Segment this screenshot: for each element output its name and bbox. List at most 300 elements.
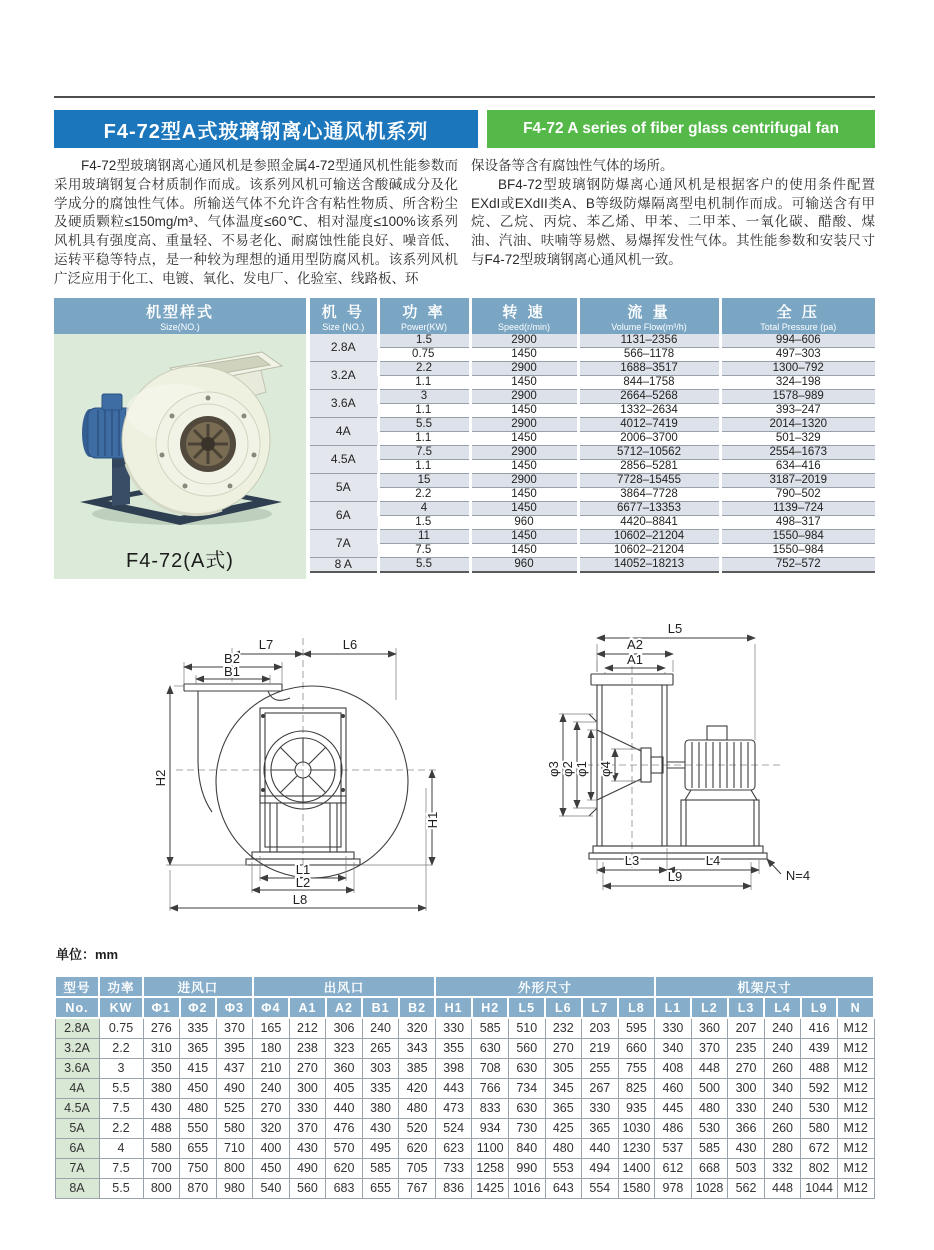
- dim-cell: 1580: [618, 1178, 655, 1198]
- dim-cell: 276: [143, 1018, 180, 1038]
- dim-cell: 553: [545, 1158, 582, 1178]
- dim-cell: 300: [728, 1078, 765, 1098]
- spec-cell: 1450: [470, 544, 578, 558]
- dim-row: [55, 1098, 874, 1118]
- dim-label-L5: L5: [667, 621, 683, 636]
- dim-cell: 345: [545, 1078, 582, 1098]
- dim-cell: 672: [801, 1138, 838, 1158]
- dim-cell: 300: [289, 1078, 326, 1098]
- dim-cell: 340: [655, 1038, 692, 1058]
- dim-group-header: 功率: [99, 976, 143, 997]
- dim-cell: 180: [253, 1038, 290, 1058]
- dim-cell: 935: [618, 1098, 655, 1118]
- spec-cell: 11: [378, 530, 470, 544]
- intro-text: [54, 157, 875, 289]
- dim-cell: 335: [180, 1018, 217, 1038]
- spec-cell: 15: [378, 474, 470, 488]
- dim-cell: M12: [837, 1078, 874, 1098]
- dim-cell: 400: [253, 1138, 290, 1158]
- spec-cell: 3: [378, 390, 470, 404]
- dim-cell: 840: [508, 1138, 545, 1158]
- dim-cell: 630: [472, 1038, 509, 1058]
- dim-cell: 4: [99, 1138, 143, 1158]
- dim-cell: 350: [143, 1058, 180, 1078]
- dim-sub-header: L4: [764, 997, 801, 1018]
- photo-header-cn: 机型样式: [145, 304, 214, 321]
- dim-cell: 488: [801, 1058, 838, 1078]
- dim-sub-header: L6: [545, 997, 582, 1018]
- dim-cell: 585: [362, 1158, 399, 1178]
- dim-cell: 585: [472, 1018, 509, 1038]
- page-title-en: F4-72 A series of fiber glass centrifugal fan: [487, 110, 875, 148]
- dim-row: [55, 1138, 874, 1158]
- dim-cell: 580: [216, 1118, 253, 1138]
- spec-cell: 6677–13353: [578, 502, 720, 516]
- dimension-drawing-side: [140, 620, 480, 920]
- dim-cell: 330: [582, 1098, 619, 1118]
- dim-group-row: [55, 976, 874, 997]
- spec-cell: 752–572: [720, 558, 875, 573]
- spec-row: [310, 488, 875, 502]
- spec-cell: 1450: [470, 432, 578, 446]
- dim-cell: 165: [253, 1018, 290, 1038]
- col-header-speed: 转 速 Speed(r/min): [470, 298, 578, 334]
- spec-cell: 634–416: [720, 460, 875, 474]
- dim-cell: 734: [508, 1078, 545, 1098]
- spec-cell: 2856–5281: [578, 460, 720, 474]
- dim-cell: 440: [326, 1098, 363, 1118]
- spec-cell: 1131–2356: [578, 334, 720, 348]
- dim-cell: 700: [143, 1158, 180, 1178]
- dim-sub-header: L9: [801, 997, 838, 1018]
- dim-cell: 360: [326, 1058, 363, 1078]
- dim-cell: 683: [326, 1178, 363, 1198]
- spec-size-cell: 4.5A: [310, 446, 378, 474]
- dim-row: [55, 1158, 874, 1178]
- dim-group-header: 型号: [55, 976, 99, 997]
- dim-cell: 260: [764, 1058, 801, 1078]
- spec-size-cell: 6A: [310, 502, 378, 530]
- dim-cell: 710: [216, 1138, 253, 1158]
- dim-cell: 395: [216, 1038, 253, 1058]
- title-row: [54, 110, 875, 148]
- dim-cell: 525: [216, 1098, 253, 1118]
- spec-cell: 501–329: [720, 432, 875, 446]
- dim-cell: 488: [143, 1118, 180, 1138]
- spec-size-cell: 2.8A: [310, 334, 378, 362]
- dim-cell: 1028: [691, 1178, 728, 1198]
- dim-cell: M12: [837, 1018, 874, 1038]
- dim-cell: 0.75: [99, 1018, 143, 1038]
- dim-sub-header: Φ3: [216, 997, 253, 1018]
- dim-cell: 398: [435, 1058, 472, 1078]
- dim-cell: 320: [253, 1118, 290, 1138]
- dim-cell: 800: [143, 1178, 180, 1198]
- dim-cell: 660: [618, 1038, 655, 1058]
- dim-cell: 510: [508, 1018, 545, 1038]
- model-photo-panel: [54, 298, 306, 579]
- dim-cell: 335: [362, 1078, 399, 1098]
- dim-cell: 207: [728, 1018, 765, 1038]
- spec-cell: 1.1: [378, 432, 470, 446]
- spec-cell: 0.75: [378, 348, 470, 362]
- spec-row: [310, 376, 875, 390]
- spec-cell: 960: [470, 516, 578, 530]
- dim-cell: 1258: [472, 1158, 509, 1178]
- dim-cell: 267: [582, 1078, 619, 1098]
- dim-cell: 330: [435, 1018, 472, 1038]
- dim-cell: 270: [728, 1058, 765, 1078]
- dim-cell: 270: [289, 1058, 326, 1078]
- photo-header-en: Size(NO.): [160, 322, 200, 332]
- dim-cell: 476: [326, 1118, 363, 1138]
- dim-cell: 240: [764, 1098, 801, 1118]
- dim-cell: 668: [691, 1158, 728, 1178]
- dim-cell: 440: [582, 1138, 619, 1158]
- dim-cell: 365: [582, 1118, 619, 1138]
- spec-row: [310, 558, 875, 573]
- spec-size-cell: 7A: [310, 530, 378, 558]
- dim-cell: 437: [216, 1058, 253, 1078]
- dim-cell: 1425: [472, 1178, 509, 1198]
- dim-cell: 280: [764, 1138, 801, 1158]
- units-note: 单位：mm: [56, 947, 119, 962]
- spec-cell: 960: [470, 558, 578, 573]
- dim-sub-header: A1: [289, 997, 326, 1018]
- dim-cell: 219: [582, 1038, 619, 1058]
- dim-model-cell: 4.5A: [55, 1098, 99, 1118]
- dim-cell: 767: [399, 1178, 436, 1198]
- dim-label-L8: L8: [292, 892, 308, 907]
- dim-cell: 355: [435, 1038, 472, 1058]
- dim-group-header: 进风口: [143, 976, 253, 997]
- dim-sub-header: L5: [508, 997, 545, 1018]
- dim-cell: 750: [180, 1158, 217, 1178]
- dim-sub-header: H2: [472, 997, 509, 1018]
- dim-group-header: 外形尺寸: [435, 976, 654, 997]
- dim-cell: 240: [362, 1018, 399, 1038]
- dim-cell: 305: [545, 1058, 582, 1078]
- spec-cell: 1.1: [378, 404, 470, 418]
- spec-cell: 497–303: [720, 348, 875, 362]
- dim-cell: M12: [837, 1138, 874, 1158]
- dim-label-L6: L6: [342, 637, 358, 652]
- dim-model-cell: 7A: [55, 1158, 99, 1178]
- spec-cell: 10602–21204: [578, 530, 720, 544]
- dim-cell: 730: [508, 1118, 545, 1138]
- dim-cell: 825: [618, 1078, 655, 1098]
- dim-cell: 623: [435, 1138, 472, 1158]
- spec-cell: 2664–5268: [578, 390, 720, 404]
- spec-row: [310, 432, 875, 446]
- spec-cell: 2900: [470, 390, 578, 404]
- dim-cell: 380: [143, 1078, 180, 1098]
- spec-size-cell: 3.6A: [310, 390, 378, 418]
- dim-cell: 708: [472, 1058, 509, 1078]
- dim-label-H2: H2: [153, 769, 168, 787]
- spec-row: [310, 404, 875, 418]
- dim-cell: 990: [508, 1158, 545, 1178]
- dim-cell: 473: [435, 1098, 472, 1118]
- dim-model-cell: 3.2A: [55, 1038, 99, 1058]
- dim-cell: 550: [180, 1118, 217, 1138]
- dim-cell: 240: [253, 1078, 290, 1098]
- dim-row: [55, 1118, 874, 1138]
- spec-cell: 1450: [470, 348, 578, 362]
- dim-cell: 580: [801, 1118, 838, 1138]
- dim-sub-header: L1: [655, 997, 692, 1018]
- dim-cell: 450: [253, 1158, 290, 1178]
- dim-cell: 460: [655, 1078, 692, 1098]
- dim-label-B2: B2: [224, 651, 240, 666]
- dim-cell: 870: [180, 1178, 217, 1198]
- dim-sub-header: L2: [691, 997, 728, 1018]
- dim-cell: 255: [582, 1058, 619, 1078]
- spec-row: [310, 530, 875, 544]
- dim-cell: 554: [582, 1178, 619, 1198]
- dim-label-L2: L2: [295, 875, 311, 890]
- dim-cell: 655: [180, 1138, 217, 1158]
- dim-cell: 425: [545, 1118, 582, 1138]
- dim-group-header: 出风口: [253, 976, 436, 997]
- spec-cell: 2.2: [378, 362, 470, 376]
- dim-row: [55, 1038, 874, 1058]
- performance-table-header: [310, 298, 875, 334]
- spec-row: [310, 446, 875, 460]
- dim-cell: 5.5: [99, 1178, 143, 1198]
- spec-table-body: [310, 334, 875, 572]
- dim-cell: 537: [655, 1138, 692, 1158]
- dim-sub-header: N: [837, 997, 874, 1018]
- dim-cell: 486: [655, 1118, 692, 1138]
- dim-cell: 978: [655, 1178, 692, 1198]
- dim-label-A1: A1: [627, 652, 643, 667]
- dim-label-B1: B1: [224, 664, 240, 679]
- dim-cell: 320: [399, 1018, 436, 1038]
- spec-row: [310, 544, 875, 558]
- dim-cell: 7.5: [99, 1098, 143, 1118]
- dim-sub-header: Φ4: [253, 997, 290, 1018]
- spec-size-cell: 8 A: [310, 558, 378, 573]
- dim-cell: 7.5: [99, 1158, 143, 1178]
- dim-cell: 580: [143, 1138, 180, 1158]
- dim-cell: M12: [837, 1058, 874, 1078]
- dim-model-cell: 3.6A: [55, 1058, 99, 1078]
- spec-cell: 1.5: [378, 334, 470, 348]
- dim-cell: 330: [289, 1098, 326, 1118]
- dim-cell: 310: [143, 1038, 180, 1058]
- dim-cell: 836: [435, 1178, 472, 1198]
- dim-cell: 1030: [618, 1118, 655, 1138]
- intro-right-column: [471, 157, 875, 289]
- dim-cell: 445: [655, 1098, 692, 1118]
- spec-cell: 1139–724: [720, 502, 875, 516]
- dim-cell: 232: [545, 1018, 582, 1038]
- dim-cell: 480: [545, 1138, 582, 1158]
- dim-sub-header: Φ1: [143, 997, 180, 1018]
- photo-caption: F4-72(A式): [126, 550, 234, 572]
- dim-cell: 420: [399, 1078, 436, 1098]
- dim-cell: 405: [326, 1078, 363, 1098]
- spec-cell: 1.1: [378, 376, 470, 390]
- spec-row: [310, 362, 875, 376]
- spec-cell: 4: [378, 502, 470, 516]
- dim-cell: 448: [764, 1178, 801, 1198]
- dim-cell: 570: [326, 1138, 363, 1158]
- spec-row: [310, 348, 875, 362]
- dim-cell: 330: [655, 1018, 692, 1038]
- dim-cell: 203: [582, 1018, 619, 1038]
- dim-cell: 643: [545, 1178, 582, 1198]
- dim-cell: 560: [508, 1038, 545, 1058]
- dim-cell: 416: [801, 1018, 838, 1038]
- dim-cell: 802: [801, 1158, 838, 1178]
- dim-cell: 3: [99, 1058, 143, 1078]
- dim-label-phi3: φ3: [546, 761, 561, 777]
- dim-group-header: 机架尺寸: [655, 976, 874, 997]
- spec-cell: 10602–21204: [578, 544, 720, 558]
- dimension-drawing-front: [545, 618, 905, 918]
- spec-cell: 2554–1673: [720, 446, 875, 460]
- spec-cell: 1450: [470, 376, 578, 390]
- dim-cell: 934: [472, 1118, 509, 1138]
- intro-left-column: [54, 157, 458, 289]
- dim-cell: 430: [728, 1138, 765, 1158]
- top-divider: [54, 96, 875, 98]
- dim-label-L1: L1: [295, 862, 311, 877]
- dim-cell: 766: [472, 1078, 509, 1098]
- dim-cell: 980: [216, 1178, 253, 1198]
- spec-cell: 7728–15455: [578, 474, 720, 488]
- dim-cell: 306: [326, 1018, 363, 1038]
- dim-cell: 448: [691, 1058, 728, 1078]
- dim-cell: 270: [253, 1098, 290, 1118]
- dim-cell: 655: [362, 1178, 399, 1198]
- intro-paragraph-right-2: BF4-72型玻璃钢防爆离心通风机是根据客户的使用条件配置EXdI或EXdII类A、B等级防爆隔离型电机制作而成。可输送含有甲烷、乙烷、丙烷、苯乙烯、甲苯、二甲苯、一氧化碳、醋酸、煤油、汽油、呋喃等易燃、易爆挥发性气体。其性能参数和安装尺寸与F4-72型玻璃钢离心通风机一致。: [471, 176, 875, 267]
- col-header-size: 机 号 Size (NO.): [310, 298, 378, 334]
- dim-sub-header: No.: [55, 997, 99, 1018]
- dim-sub-row: [55, 997, 874, 1018]
- dim-cell: 265: [362, 1038, 399, 1058]
- dim-cell: M12: [837, 1038, 874, 1058]
- dimension-table: [54, 975, 875, 1199]
- dim-cell: 235: [728, 1038, 765, 1058]
- dim-cell: 755: [618, 1058, 655, 1078]
- photo-panel-header: [54, 298, 306, 334]
- spec-cell: 1550–984: [720, 530, 875, 544]
- dim-label-phi1: φ1: [574, 761, 589, 777]
- spec-cell: 4012–7419: [578, 418, 720, 432]
- dim-cell: 733: [435, 1158, 472, 1178]
- dim-sub-header: B2: [399, 997, 436, 1018]
- dim-label-H1: H1: [425, 811, 440, 829]
- dim-cell: 490: [216, 1078, 253, 1098]
- spec-cell: 5.5: [378, 558, 470, 573]
- dim-cell: 370: [691, 1038, 728, 1058]
- dim-cell: 530: [801, 1098, 838, 1118]
- dim-cell: 620: [326, 1158, 363, 1178]
- dim-model-cell: 5A: [55, 1118, 99, 1138]
- dim-label-L4: L4: [705, 853, 721, 868]
- dim-cell: 343: [399, 1038, 436, 1058]
- dim-cell: 524: [435, 1118, 472, 1138]
- dim-cell: 238: [289, 1038, 326, 1058]
- spec-cell: 1578–989: [720, 390, 875, 404]
- fan-photo-area: [54, 334, 306, 579]
- spec-cell: 393–247: [720, 404, 875, 418]
- dim-cell: 520: [399, 1118, 436, 1138]
- dim-cell: 480: [180, 1098, 217, 1118]
- dim-cell: 332: [764, 1158, 801, 1178]
- spec-cell: 1450: [470, 502, 578, 516]
- dim-label-phi4: φ4: [598, 761, 613, 777]
- dim-label-L3: L3: [624, 853, 640, 868]
- dim-cell: 240: [764, 1038, 801, 1058]
- dim-cell: 323: [326, 1038, 363, 1058]
- dim-model-cell: 6A: [55, 1138, 99, 1158]
- spec-row: [310, 334, 875, 348]
- dim-cell: 1400: [618, 1158, 655, 1178]
- spec-size-cell: 5A: [310, 474, 378, 502]
- dim-cell: 530: [691, 1118, 728, 1138]
- intro-paragraph-left: F4-72型玻璃钢离心通风机是参照金属4-72型通风机性能参数而采用玻璃钢复合材质制作而成。该系列风机可输送含酸碱成分及化学成分的腐蚀性气体。所输送气体不允许含有粘性物质、所含粉尘及硬质颗粒≤150mg/m³、气体温度≤60℃、相对湿度≤100%该系列风机具有强度高、重量轻、不易老化、耐腐蚀性能良好、噪音低、运转平稳等特点，是一种较为理想的通用型防腐风机。该系列风机广泛应用于化工、电镀、氧化、发电厂、化验室、线路板、环: [54, 158, 458, 286]
- dim-cell: 592: [801, 1078, 838, 1098]
- dim-cell: M12: [837, 1098, 874, 1118]
- fan-inlet: [156, 392, 260, 496]
- dim-cell: 1044: [801, 1178, 838, 1198]
- spec-cell: 5712–10562: [578, 446, 720, 460]
- spec-cell: 790–502: [720, 488, 875, 502]
- dim-cell: 370: [289, 1118, 326, 1138]
- dim-cell: 833: [472, 1098, 509, 1118]
- spec-cell: 1.1: [378, 460, 470, 474]
- dim-sub-header: KW: [99, 997, 143, 1018]
- dim-cell: 430: [289, 1138, 326, 1158]
- dim-cell: 1230: [618, 1138, 655, 1158]
- dim-cell: 503: [728, 1158, 765, 1178]
- page-title-cn: F4-72型A式玻璃钢离心通风机系列: [54, 110, 478, 148]
- dim-cell: 495: [362, 1138, 399, 1158]
- dim-cell: 800: [216, 1158, 253, 1178]
- spec-cell: 14052–18213: [578, 558, 720, 573]
- spec-cell: 566–1178: [578, 348, 720, 362]
- dim-cell: 385: [399, 1058, 436, 1078]
- spec-cell: 498–317: [720, 516, 875, 530]
- dim-cell: 562: [728, 1178, 765, 1198]
- dim-label-L9: L9: [667, 869, 683, 884]
- dim-cell: 370: [216, 1018, 253, 1038]
- dim-cell: 430: [143, 1098, 180, 1118]
- spec-cell: 1300–792: [720, 362, 875, 376]
- dim-sub-header: L7: [582, 997, 619, 1018]
- spec-cell: 3864–7728: [578, 488, 720, 502]
- spec-cell: 2.2: [378, 488, 470, 502]
- dim-cell: 630: [508, 1058, 545, 1078]
- dim-cell: M12: [837, 1178, 874, 1198]
- dim-label-L7: L7: [258, 637, 274, 652]
- spec-cell: 1550–984: [720, 544, 875, 558]
- intro-paragraph-right-1: 保设备等含有腐蚀性气体的场所。: [471, 158, 674, 173]
- spec-size-cell: 4A: [310, 418, 378, 446]
- dim-cell: 330: [728, 1098, 765, 1118]
- spec-cell: 2006–3700: [578, 432, 720, 446]
- dim-cell: 494: [582, 1158, 619, 1178]
- dim-model-cell: 2.8A: [55, 1018, 99, 1038]
- dim-cell: 500: [691, 1078, 728, 1098]
- spec-cell: 1450: [470, 530, 578, 544]
- dim-cell: 1016: [508, 1178, 545, 1198]
- dim-cell: 360: [691, 1018, 728, 1038]
